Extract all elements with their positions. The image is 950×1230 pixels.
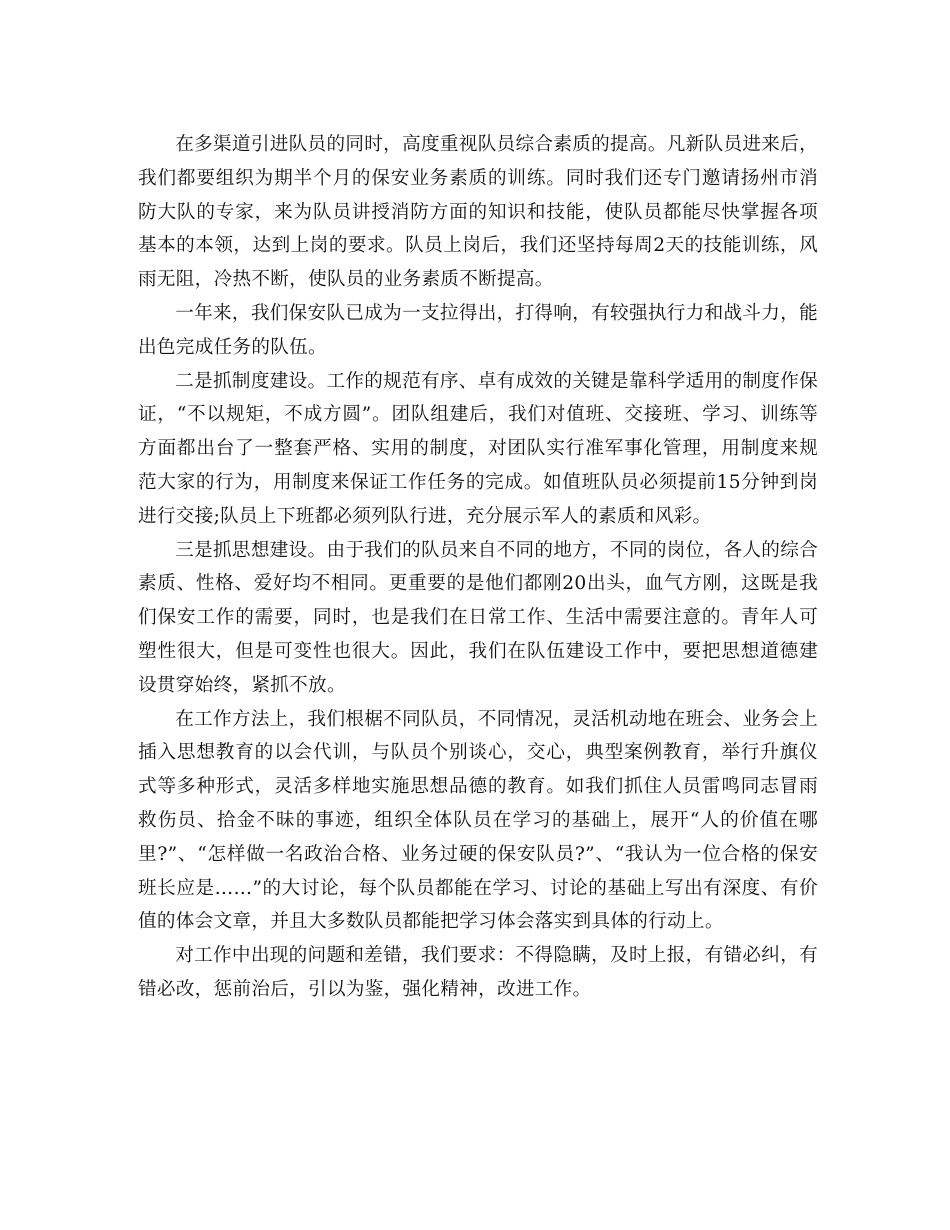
paragraph-training: 在多渠道引进队员的同时，高度重视队员综合素质的提高。凡新队员进来后，我们都要组织为期半个月的保安业务素质的训练。同时我们还专门邀请扬州市消防大队的专家，来为队员讲授消防方面的知识和技能，使队员都能尽快掌握各项基本的本领，达到上岗的要求。队员上岗后，我们还坚持每周2天的技能训练，风雨无阻，冷热不断，使队员的业务素质不断提高。 xyxy=(138,134,818,291)
paragraph-ideological-building: 三是抓思想建设。由于我们的队员来自不同的地方，不同的岗位，各人的综合素质、性格、爱好均不相同。更重要的是他们都刚20出头，血气方刚，这既是我们保安工作的需要，同时，也是我们在日常工作、生活中需要注意的。青年人可塑性很大，但是可变性也很大。因此，我们在队伍建设工作中，要把思想道德建设贯穿始终，紧抓不放。 xyxy=(138,539,818,696)
paragraph-team-capability: 一年来，我们保安队已成为一支拉得出，打得响，有较强执行力和战斗力，能出色完成任务的队伍。 xyxy=(138,302,818,358)
document-page xyxy=(138,128,818,1007)
paragraph-error-handling: 对工作中出现的问题和差错，我们要求：不得隐瞒，及时上报，有错必纠，有错必改，惩前治后，引以为鉴，强化精神，改进工作。 xyxy=(138,945,818,1000)
paragraph-work-methods: 在工作方法上，我们根椐不同队员，不同情况，灵活机动地在班会、业务会上插入思想教育的以会代训，与队员个别谈心，交心，典型案例教育，举行升旗仪式等多种形式，灵活多样地实施思想品德的教育。如我们抓住人员雷鸣同志冒雨救伤员、拾金不昧的事迹，组织全体队员在学习的基础上，展开“人的价值在哪里?”、“怎样做一名政治合格、业务过硬的保安队员?”、“我认为一位合格的保安班长应是……”的大讨论，每个队员都能在学习、讨论的基础上写出有深度、有价值的体会文章，并且大多数队员都能把学习体会落实到具体的行动上。 xyxy=(138,708,818,933)
paragraph-system-building: 二是抓制度建设。工作的规范有序、卓有成效的关键是靠科学适用的制度作保证，“不以规矩，不成方圆”。团队组建后，我们对值班、交接班、学习、训练等方面都出台了一整套严格、实用的制度，对团队实行准军事化管理，用制度来规范大家的行为，用制度来保证工作任务的完成。如值班队员必须提前15分钟到岗进行交接;队员上下班都必须列队行进，充分展示军人的素质和风彩。 xyxy=(138,370,818,527)
